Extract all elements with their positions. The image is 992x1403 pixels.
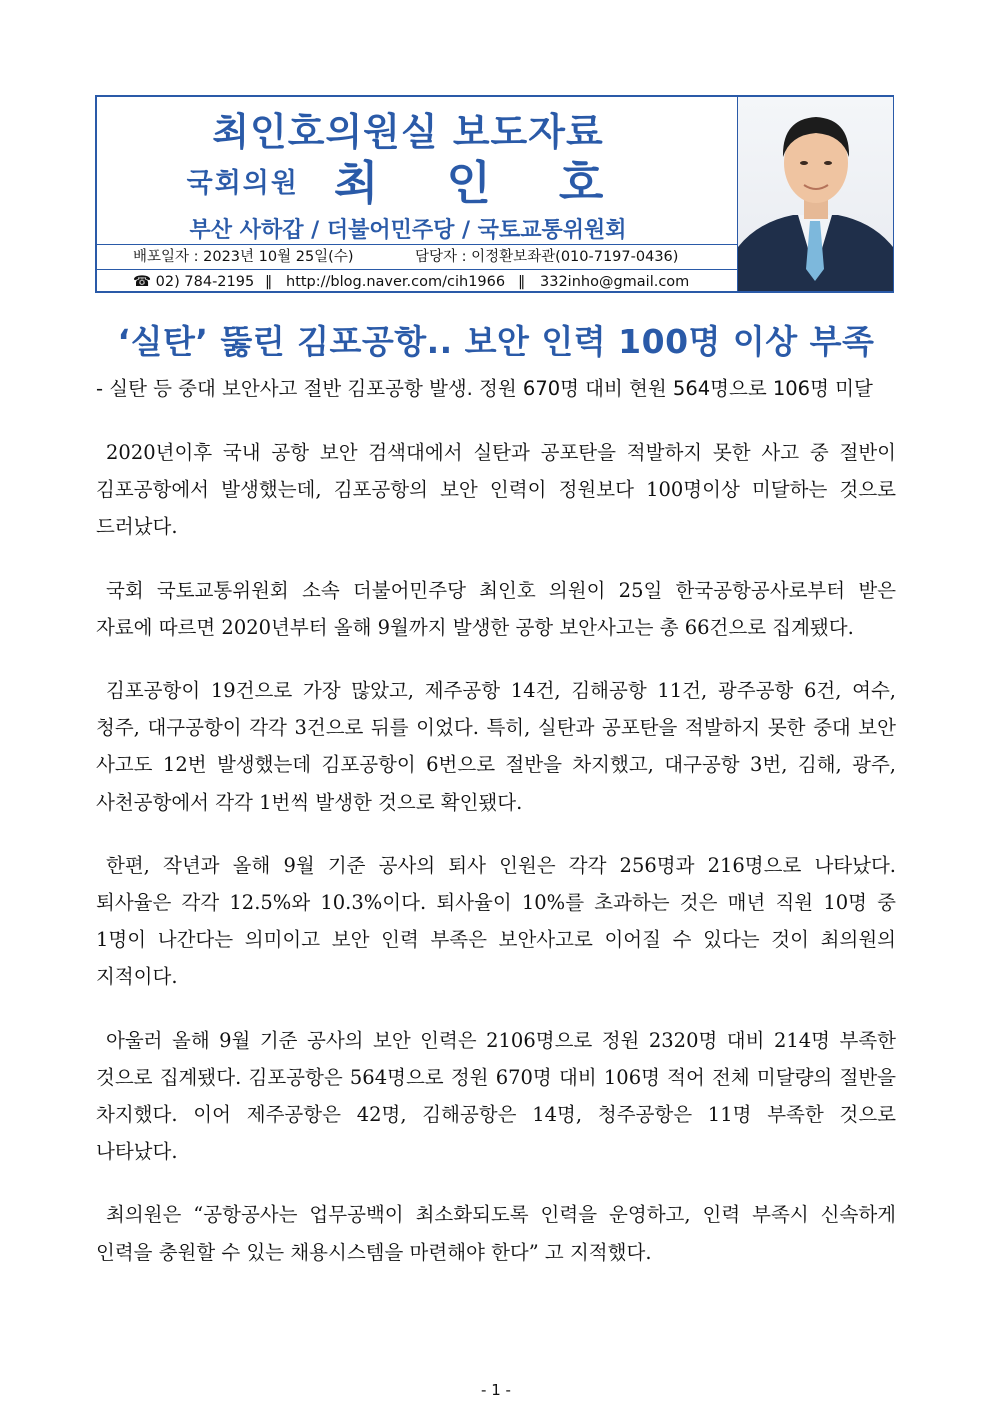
contact-info-row [97,269,737,294]
office-phone: ☎ 02) 784-2195 [133,274,255,290]
article-paragraph: 2020년이후 국내 공항 보안 검색대에서 실탄과 공포탄을 적발하지 못한 사고 중 절반이 김포공항에서 발생했는데, 김포공항의 보안 인력이 정원보다 100명이상 미달하는 것으로 드러났다. [96,441,896,539]
portrait-illustration [738,97,893,291]
release-info-row [97,244,737,269]
article-paragraph: 김포공항이 19건으로 가장 많았고, 제주공항 14건, 김해공항 11건, 광주공항 6건, 여수, 청주, 대구공항이 각각 3건으로 뒤를 이었다. 특히, 실탄과 공포탄을 적발하지 못한 중대 보안 사고도 12번 발생했는데 김포공항이 6번으로 절반을 차지했고, 대구공항 3번, 김해, 광주, 사천공항에서 각각 1번씩 발생한 것으로 확인됐다. [96,679,896,814]
release-date: 배포일자 : 2023년 10월 25일(수) [133,249,354,265]
member-row [97,147,719,213]
member-affiliation: 부산 사하갑 / 더불어민주당 / 국토교통위원회 [189,218,627,243]
member-label: 국회의원 [186,167,299,199]
article-paragraph: 한편, 작년과 올해 9월 기준 공사의 퇴사 인원은 각각 256명과 216명으로 나타났다. 퇴사율은 각각 12.5%와 10.3%이다. 퇴사율이 10%를 초과하는 것은 매년 직원 10명 중 1명이 나간다는 의미이고 보안 인력 부족은 보안사고로 이어질 수 있다는 것이 최의원의 지적이다. [96,853,896,989]
blog-link[interactable]: http://blog.naver.com/cih1966 [286,274,506,290]
email-link[interactable]: 332inho@gmail.com [540,274,690,290]
article-paragraph: 최의원은 “공항공사는 업무공백이 최소화되도록 인력을 운영하고, 인력 부족시 신속하게 인력을 충원할 수 있는 채용시스템을 마련해야 한다” 고 지적했다. [96,1203,896,1264]
member-portrait [737,97,893,291]
article-body [96,434,896,1297]
article-paragraph: 아울러 올해 9월 기준 공사의 보안 인력은 2106명으로 정원 2320명 대비 214명 부족한 것으로 집계됐다. 김포공항은 564명으로 정원 670명 대비 106명 적어 전체 미달량의 절반을 차지했다. 이어 제주공항은 42명, 김해공항은 14명, 청주공항은 11명 부족한 것으로 나타났다. [96,1028,896,1164]
header-text-area [97,97,737,243]
press-release-header [95,95,894,293]
press-release-title: 최인호의원실 보도자료 [212,110,604,154]
article-headline: ‘실탄’ 뚫린 김포공항.. 보안 인력 100명 이상 부족 [117,322,875,361]
page-number: - 1 - [481,1381,511,1399]
contact-person: 담당자 : 이정환보좌관(010-7197-0436) [415,249,679,265]
member-name: 최 인 호 [334,156,630,210]
separator-2: ‖ [518,274,526,290]
article-subheadline: - 실탄 등 중대 보안사고 절반 김포공항 발생. 정원 670명 대비 현원 564명으로 106명 미달 [96,377,873,400]
article-paragraph: 국회 국토교통위원회 소속 더불어민주당 최인호 의원이 25일 한국공항공사로부터 받은 자료에 따르면 2020년부터 올해 9월까지 발생한 공항 보안사고는 총 66건으로 집계됐다. [96,578,896,639]
separator-1: ‖ [265,274,273,290]
